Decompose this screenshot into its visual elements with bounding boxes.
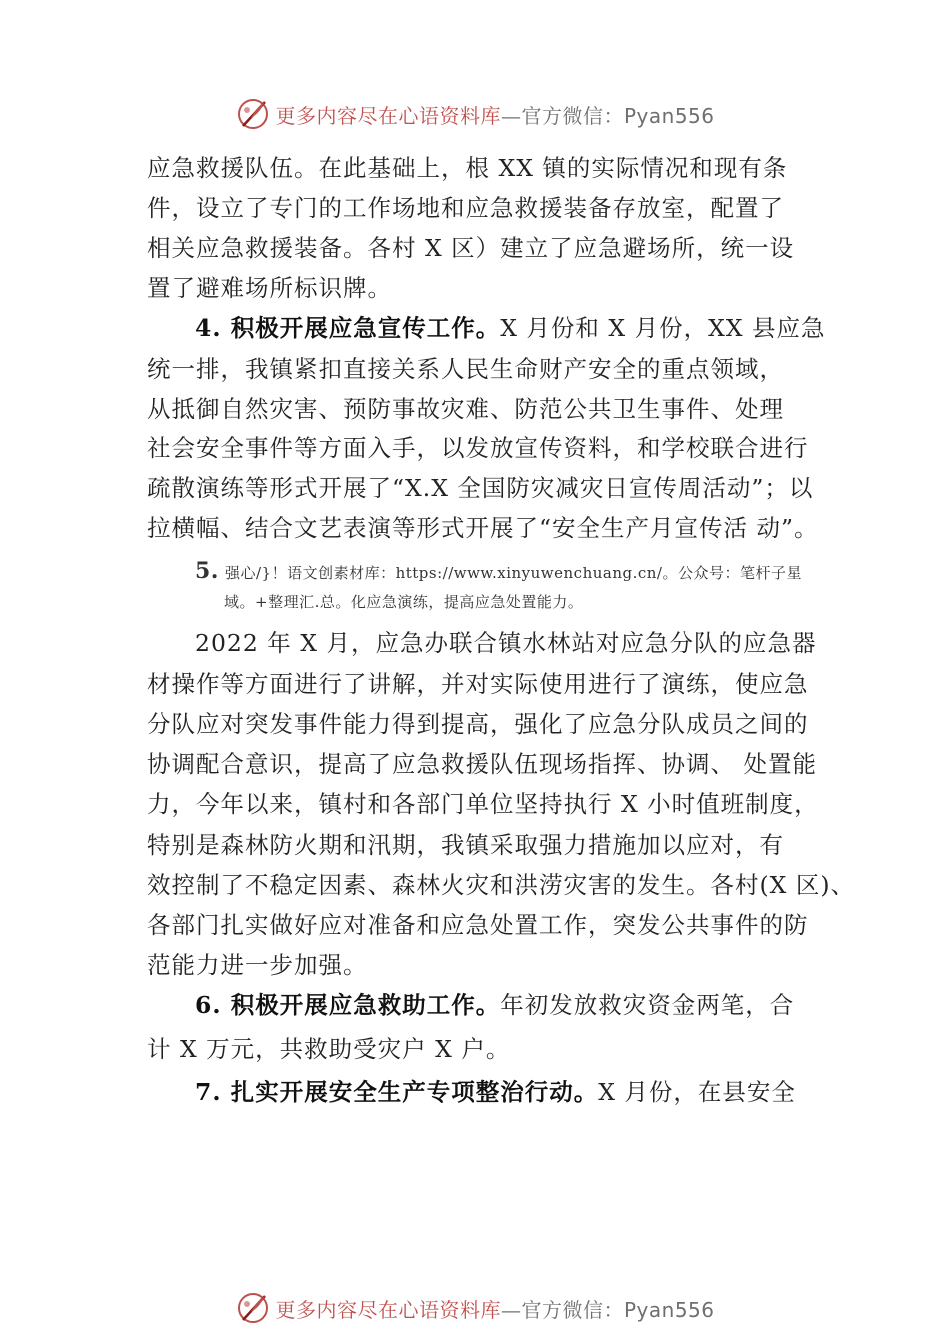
section-7-heading: [195, 1077, 796, 1107]
header-watermark: [0, 94, 950, 134]
quill-logo-icon: [235, 1290, 271, 1326]
quill-logo-icon: [235, 96, 271, 132]
body-line: 范能力进一步加强。: [147, 951, 368, 979]
section-7-title: 7. 扎实开展安全生产专项整治行动。: [195, 1078, 599, 1106]
body-line: 统一排，我镇紧扣直接关系人民生命财产安全的重点领域，: [147, 355, 784, 383]
body-line: 从抵御自然灾害、预防事故灾难、防范公共卫生事件、处理: [147, 395, 784, 423]
note-line-1: 强心/}！语文创素材库：https://www.xinyuwenchuang.cn/。公众号：笔杆子星: [224, 564, 802, 582]
body-line: 社会安全事件等方面入手，以发放宣传资料，和学校联合进行: [147, 434, 809, 462]
body-line: 特别是森林防火期和汛期，我镇采取强力措施加以应对，有: [147, 831, 784, 859]
footer-watermark-text: [275, 1294, 714, 1323]
footer-watermark-gray: —官方微信：: [500, 1297, 624, 1322]
section-4-text: X 月份和 X 月份，XX 县应急: [500, 314, 826, 342]
body-line: 置了避难场所标识牌。: [147, 274, 392, 302]
body-line: 拉横幅、结合文艺表演等形式开展了“安全生产月宣传活 动”。: [147, 514, 819, 542]
section-4-heading: [195, 313, 826, 343]
header-watermark-red: 更多内容尽在心语资料库: [275, 103, 501, 128]
body-line: 应急救援队伍。在此基础上，根 XX 镇的实际情况和现有条: [147, 154, 788, 182]
footer-watermark-id: Pyan556: [623, 1297, 715, 1322]
inserted-note: [195, 560, 802, 584]
note-line-2: 域。+整理汇.总。化应急演练，提高应急处置能力。: [224, 593, 584, 611]
header-watermark-text: [275, 100, 714, 129]
header-watermark-gray: —官方微信：: [500, 103, 624, 128]
body-line: 计 X 万元，共救助受灾户 X 户。: [147, 1035, 511, 1063]
header-watermark-id: Pyan556: [623, 103, 715, 128]
section-7-text: X 月份，在县安全: [598, 1078, 796, 1106]
body-line: 各部门扎实做好应对准备和应急处置工作，突发公共事件的防: [147, 911, 809, 939]
body-line: 材操作等方面进行了讲解，并对实际使用进行了演练，使应急: [147, 670, 809, 698]
note-number: 5.: [195, 558, 219, 584]
body-line: 协调配合意识，提高了应急救援队伍现场指挥、协调、 处置能: [147, 750, 817, 778]
section-6-text: 年初发放救灾资金两笔，合: [500, 991, 795, 1019]
body-line: 相关应急救援装备。各村 X 区）建立了应急避场所，统一设: [147, 234, 795, 262]
body-line: 件，设立了专门的工作场地和应急救援装备存放室，配置了: [147, 194, 784, 222]
section-4-title: 4. 积极开展应急宣传工作。: [195, 314, 501, 342]
footer-watermark-red: 更多内容尽在心语资料库: [275, 1297, 501, 1322]
body-line: 分队应对突发事件能力得到提高，强化了应急分队成员之间的: [147, 710, 809, 738]
section-6-heading: [195, 990, 794, 1020]
body-line: 力，今年以来，镇村和各部门单位坚持执行 X 小时值班制度，: [147, 790, 819, 818]
body-line: 疏散演练等形式开展了“X.X 全国防灾减灾日宣传周活动”；以: [147, 474, 814, 502]
body-line: 效控制了不稳定因素、森林火灾和洪涝灾害的发生。各村(X 区)、: [147, 871, 856, 899]
body-line: 2022 年 X 月，应急办联合镇水林站对应急分队的应急器: [195, 629, 817, 657]
footer-watermark: [0, 1288, 950, 1328]
section-6-title: 6. 积极开展应急救助工作。: [195, 991, 501, 1019]
